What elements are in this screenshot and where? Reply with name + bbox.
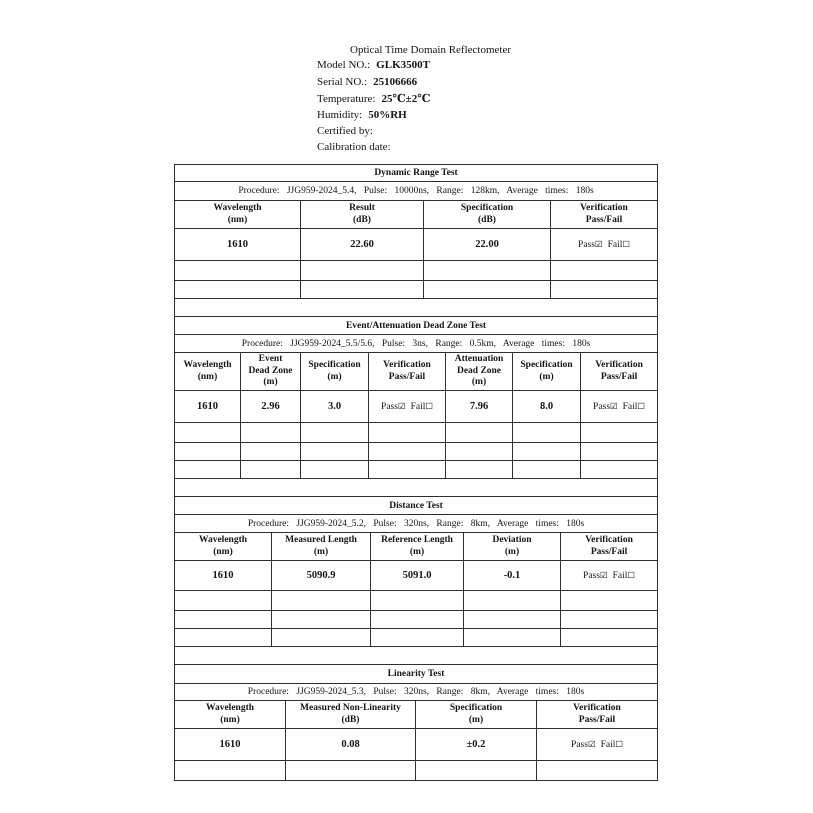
info-label: Calibration date: — [317, 141, 391, 153]
header-verification — [581, 353, 658, 391]
spacer-cell — [175, 647, 658, 665]
header-label: Wavelength — [205, 703, 255, 713]
data-row — [175, 391, 658, 423]
header-unit: (dB) — [478, 214, 496, 225]
header-unit: (m) — [409, 546, 425, 557]
empty-cell — [301, 423, 369, 443]
empty-cell — [175, 591, 272, 611]
verification-cell — [551, 229, 658, 261]
empty-cell — [369, 461, 446, 479]
header-unit: (m) — [263, 377, 278, 388]
header-result — [301, 201, 424, 229]
procedure-row — [175, 684, 658, 701]
header-label: Measured Non-Linearity — [300, 703, 401, 713]
header-deviation — [464, 533, 561, 561]
verification-cell — [561, 561, 658, 591]
empty-row — [175, 443, 658, 461]
empty-cell — [301, 443, 369, 461]
info-label: Temperature: — [317, 93, 376, 105]
header-label: Specification — [449, 703, 503, 713]
empty-cell — [175, 761, 286, 781]
empty-cell — [175, 423, 241, 443]
header-label: Wavelength — [183, 360, 232, 370]
section-title: Event/Attenuation Dead Zone Test — [175, 317, 658, 335]
empty-row — [175, 761, 658, 781]
empty-row — [175, 281, 658, 299]
specification-value: 3.0 — [301, 391, 369, 423]
header-verification — [561, 533, 658, 561]
procedure-row — [175, 515, 658, 533]
info-calibration-date — [317, 141, 391, 154]
header-unit: (m) — [468, 714, 484, 725]
section-title-row — [175, 165, 658, 182]
empty-cell — [513, 443, 581, 461]
pass-label: Pass — [571, 739, 588, 750]
empty-cell — [272, 611, 371, 629]
header-unit: Pass/Fail — [600, 371, 638, 382]
procedure-text: Procedure: JJG959-2024_5.2, Pulse: 320ns, Range: 8km, Average times: 180s — [175, 515, 658, 533]
spacer-row — [175, 479, 658, 497]
empty-cell — [424, 261, 551, 281]
info-value: 25℃±2℃ — [381, 93, 431, 105]
header-verification — [537, 701, 658, 729]
dynamic-range-table — [174, 164, 658, 317]
data-row — [175, 229, 658, 261]
empty-cell — [581, 423, 658, 443]
empty-cell — [561, 629, 658, 647]
info-label: Humidity: — [317, 109, 363, 121]
empty-cell — [464, 629, 561, 647]
header-specification — [416, 701, 537, 729]
fail-label: Fail — [607, 239, 623, 250]
header-unit: (m) — [327, 371, 342, 382]
unchecked-box-icon: ☐ — [627, 570, 635, 581]
empty-cell — [241, 423, 301, 443]
verification-cell — [581, 391, 658, 423]
header-label: Verification — [580, 203, 628, 213]
empty-row — [175, 423, 658, 443]
header-specification — [513, 353, 581, 391]
distance-table — [174, 496, 658, 665]
header-row — [175, 201, 658, 229]
section-title: Linearity Test — [175, 665, 658, 684]
empty-row — [175, 591, 658, 611]
header-row — [175, 701, 658, 729]
empty-cell — [446, 443, 513, 461]
header-label: Result — [349, 203, 375, 213]
measured-length-value: 5090.9 — [272, 561, 371, 591]
procedure-row — [175, 182, 658, 201]
header-unit: (dB) — [341, 714, 360, 725]
data-row — [175, 561, 658, 591]
pass-label: Pass — [583, 570, 600, 581]
empty-cell — [424, 281, 551, 299]
info-label: Certified by: — [317, 125, 373, 137]
empty-cell — [371, 629, 464, 647]
pass-label: Pass — [578, 239, 595, 250]
header-label: Deviation — [492, 535, 532, 545]
unchecked-box-icon: ☐ — [622, 239, 630, 250]
empty-cell — [369, 423, 446, 443]
procedure-text: Procedure: JJG959-2024_5.3, Pulse: 320ns, Range: 8km, Average times: 180s — [175, 684, 658, 701]
wavelength-value: 1610 — [175, 229, 301, 261]
wavelength-value: 1610 — [175, 729, 286, 761]
empty-cell — [416, 761, 537, 781]
reference-length-value: 5091.0 — [371, 561, 464, 591]
header-verification — [369, 353, 446, 391]
header-wavelength — [175, 701, 286, 729]
non-linearity-value: 0.08 — [286, 729, 416, 761]
specification-value: 8.0 — [513, 391, 581, 423]
header-label: Dead Zone — [456, 365, 502, 376]
header-wavelength — [175, 201, 301, 229]
empty-cell — [581, 443, 658, 461]
pass-label: Pass — [381, 401, 398, 412]
header-attenuation-dead-zone — [446, 353, 513, 391]
header-row — [175, 533, 658, 561]
header-unit: (nm) — [197, 371, 218, 382]
header-label: Event — [258, 354, 283, 365]
fail-label: Fail — [410, 401, 426, 412]
header-label: Verification — [595, 360, 643, 370]
header-specification — [301, 353, 369, 391]
empty-row — [175, 611, 658, 629]
header-specification — [424, 201, 551, 229]
specification-value: ±0.2 — [416, 729, 537, 761]
empty-row — [175, 629, 658, 647]
attenuation-dead-zone-value: 7.96 — [446, 391, 513, 423]
checked-box-icon: ☑ — [599, 570, 608, 581]
pass-label: Pass — [593, 401, 610, 412]
empty-cell — [175, 281, 301, 299]
spacer-cell — [175, 479, 658, 497]
header-unit: (m) — [539, 371, 554, 382]
empty-cell — [175, 261, 301, 281]
empty-cell — [513, 461, 581, 479]
verification-cell — [369, 391, 446, 423]
empty-cell — [175, 443, 241, 461]
info-label: Serial NO.: — [317, 76, 368, 88]
info-serial — [317, 76, 417, 89]
empty-cell — [301, 261, 424, 281]
empty-cell — [371, 591, 464, 611]
header-label: Attenuation — [454, 354, 504, 365]
empty-cell — [513, 423, 581, 443]
section-title-row — [175, 497, 658, 515]
specification-value: 22.00 — [424, 229, 551, 261]
empty-cell — [371, 611, 464, 629]
empty-cell — [241, 461, 301, 479]
header-label: Reference Length — [381, 535, 453, 545]
header-event-dead-zone — [241, 353, 301, 391]
info-humidity — [317, 109, 407, 122]
checked-box-icon: ☑ — [587, 739, 596, 750]
header-label: Specification — [520, 360, 573, 370]
procedure-row — [175, 335, 658, 353]
fail-label: Fail — [612, 570, 628, 581]
unchecked-box-icon: ☐ — [425, 401, 433, 412]
header-label: Verification — [383, 360, 431, 370]
header-unit: Pass/Fail — [590, 546, 628, 557]
empty-cell — [369, 443, 446, 461]
unchecked-box-icon: ☐ — [615, 739, 623, 750]
info-temperature — [317, 93, 430, 106]
info-value: GLK3500T — [376, 59, 430, 71]
header-label: Verification — [585, 535, 633, 545]
empty-cell — [301, 461, 369, 479]
header-unit: Pass/Fail — [388, 371, 426, 382]
header-wavelength — [175, 533, 272, 561]
checked-box-icon: ☑ — [609, 401, 618, 412]
header-label: Measured Length — [285, 535, 357, 545]
header-label: Wavelength — [198, 535, 248, 545]
empty-cell — [175, 611, 272, 629]
empty-row — [175, 261, 658, 281]
dead-zone-table — [174, 316, 658, 497]
empty-cell — [561, 611, 658, 629]
info-value: 50%RH — [368, 109, 407, 121]
header-wavelength — [175, 353, 241, 391]
header-label: Specification — [308, 360, 361, 370]
document-title: Optical Time Domain Reflectometer — [350, 44, 511, 56]
empty-cell — [561, 591, 658, 611]
info-value: 25106666 — [373, 76, 418, 88]
fail-label: Fail — [622, 401, 638, 412]
info-label: Model NO.: — [317, 59, 371, 71]
header-unit: (m) — [471, 377, 487, 388]
checked-box-icon: ☑ — [397, 401, 406, 412]
header-unit: (m) — [504, 546, 520, 557]
empty-cell — [446, 423, 513, 443]
header-label: Specification — [460, 203, 514, 213]
procedure-text: Procedure: JJG959-2024_5.5/5.6, Pulse: 3ns, Range: 0.5km, Average times: 180s — [175, 335, 658, 353]
empty-cell — [286, 761, 416, 781]
section-title-row — [175, 665, 658, 684]
spacer-row — [175, 647, 658, 665]
deviation-value: -0.1 — [464, 561, 561, 591]
data-row — [175, 729, 658, 761]
header-unit: (nm) — [220, 714, 240, 725]
procedure-text: Procedure: JJG959-2024_5.4, Pulse: 10000ns, Range: 128km, Average times: 180s — [175, 182, 658, 201]
fail-label: Fail — [600, 739, 616, 750]
header-label: Verification — [573, 703, 621, 713]
spacer-cell — [175, 299, 658, 317]
section-title-row — [175, 317, 658, 335]
header-measured-non-linearity — [286, 701, 416, 729]
section-title: Distance Test — [175, 497, 658, 515]
empty-cell — [551, 281, 658, 299]
linearity-table — [174, 664, 658, 781]
spacer-row — [175, 299, 658, 317]
checked-box-icon: ☑ — [594, 239, 603, 250]
header-unit: (m) — [313, 546, 329, 557]
header-reference-length — [371, 533, 464, 561]
empty-cell — [272, 591, 371, 611]
empty-cell — [301, 281, 424, 299]
wavelength-value: 1610 — [175, 391, 241, 423]
header-label: Wavelength — [213, 203, 262, 213]
header-measured-length — [272, 533, 371, 561]
empty-cell — [175, 461, 241, 479]
empty-cell — [272, 629, 371, 647]
empty-cell — [241, 443, 301, 461]
header-unit: (dB) — [353, 214, 371, 225]
verification-cell — [537, 729, 658, 761]
header-label: Dead Zone — [248, 365, 293, 376]
header-unit: (nm) — [213, 546, 233, 557]
empty-cell — [581, 461, 658, 479]
header-unit: Pass/Fail — [578, 714, 616, 725]
header-unit: (nm) — [227, 214, 248, 225]
info-certified-by — [317, 125, 373, 138]
wavelength-value: 1610 — [175, 561, 272, 591]
empty-cell — [464, 591, 561, 611]
info-model — [317, 59, 430, 72]
empty-cell — [537, 761, 658, 781]
header-row — [175, 353, 658, 391]
result-value: 22.60 — [301, 229, 424, 261]
empty-cell — [551, 261, 658, 281]
empty-cell — [464, 611, 561, 629]
header-unit: Pass/Fail — [585, 214, 623, 225]
empty-cell — [446, 461, 513, 479]
section-title: Dynamic Range Test — [175, 165, 658, 182]
empty-row — [175, 461, 658, 479]
empty-cell — [175, 629, 272, 647]
header-verification — [551, 201, 658, 229]
event-dead-zone-value: 2.96 — [241, 391, 301, 423]
unchecked-box-icon: ☐ — [637, 401, 645, 412]
